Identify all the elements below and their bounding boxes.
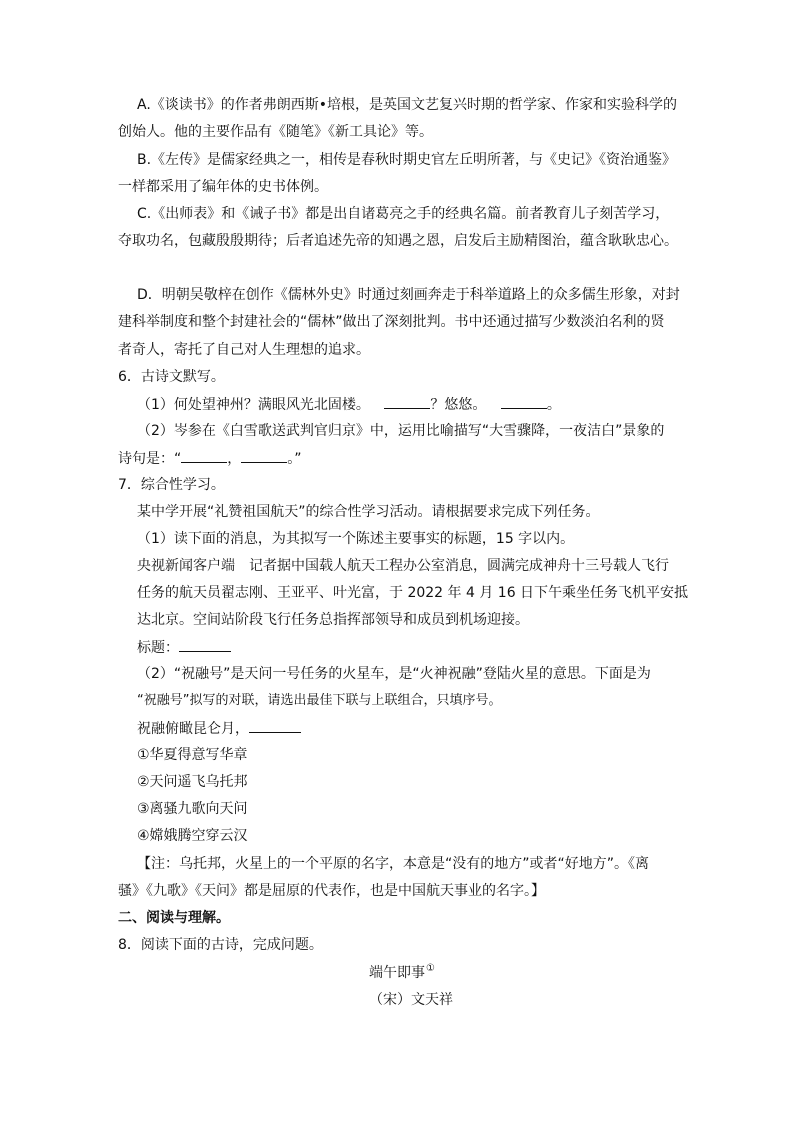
note-line2: 骚》《九歌》《天问》都是屈原的代表作，也是中国航天事业的名字。】 bbox=[118, 883, 545, 899]
q6-sub2-start: 诗句是：“ bbox=[118, 451, 182, 467]
option-d-line2: 建科举制度和整个封建社会的“儒林”做出了深刻批判。书中还通过描写少数淡泊名利的贤 bbox=[118, 314, 665, 330]
question-7-sub2-line1: （2）“祝融号”是天问一号任务的火星车，是“火神祝融”登陆火星的意思。下面是为 bbox=[137, 666, 651, 682]
option-c-line1: C.《出师表》和《诫子书》都是出自诸葛亮之手的经典名篇。前者教育儿子刻苦学习， bbox=[137, 206, 670, 222]
news-line3: 达北京。空间站阶段飞行任务总指挥部领导和成员到机场迎接。 bbox=[137, 612, 529, 628]
option-a-line1: A.《谈读书》的作者弗朗西斯•培根，是英国文艺复兴时期的哲学家、作家和实验科学的 bbox=[137, 97, 678, 113]
option-d-line3: 者奇人，寄托了自己对人生理想的追求。 bbox=[118, 342, 370, 358]
couplet-line bbox=[137, 718, 301, 739]
answer-blank[interactable] bbox=[181, 448, 227, 463]
answer-blank[interactable] bbox=[384, 394, 430, 409]
option-a-line2: 创始人。他的主要作品有《随笔》《新工具论》等。 bbox=[118, 124, 433, 140]
poem-title-text: 端午即事 bbox=[369, 965, 425, 981]
question-7-intro: 某中学开展“礼赞祖国航天”的综合性学习活动。请根据要求完成下列任务。 bbox=[137, 504, 600, 520]
couplet-upper: 祝融俯瞰昆仑月， bbox=[137, 721, 249, 737]
option-b-line2: 一样都采用了编年体的史书体例。 bbox=[118, 179, 328, 195]
news-line2: 任务的航天员翟志刚、王亚平、叶光富，于 2022 年 4 月 16 日下午乘坐任务飞机平安抵 bbox=[137, 585, 689, 601]
title-answer-line bbox=[137, 637, 231, 658]
question-8-title: 8．阅读下面的古诗，完成问题。 bbox=[118, 937, 323, 953]
poem-author: （宋）文天祥 bbox=[369, 992, 453, 1008]
option-b-line1: B.《左传》是儒家经典之一，相传是春秋时期史官左丘明所著，与《史记》《资治通鉴》 bbox=[137, 152, 677, 168]
option-c-line2: 夺取功名，包藏殷殷期待；后者追述先帝的知遇之恩，启发后主励精图治，蕴含耿耿忠心。 bbox=[118, 233, 678, 249]
answer-blank[interactable] bbox=[501, 394, 547, 409]
poem-footnote-marker: ① bbox=[426, 963, 435, 974]
question-6-sub2-line2 bbox=[118, 448, 302, 469]
question-7-title: 7．综合性学习。 bbox=[118, 477, 225, 493]
q6-sub1-end: 。 bbox=[546, 397, 561, 413]
option-2: ②天问遥飞乌托邦 bbox=[137, 774, 248, 790]
q6-sub1-mid: ？悠悠。 bbox=[430, 397, 487, 413]
option-4: ④嫦娥腾空穿云汉 bbox=[137, 828, 248, 844]
answer-blank[interactable] bbox=[241, 448, 287, 463]
question-6-sub1 bbox=[137, 394, 561, 415]
question-7-sub2-line2: “祝融号”拟写的对联，请选出最佳下联与上联组合，只填序号。 bbox=[137, 693, 502, 708]
q6-sub1-text: （1）何处望神州？满眼风光北固楼。 bbox=[137, 397, 370, 413]
q6-sub2-comma: ， bbox=[227, 451, 242, 467]
question-6-sub2: （2）岑参在《白雪歌送武判官归京》中，运用比喻描写“大雪骤降，一夜洁白”景象的 bbox=[137, 423, 665, 439]
option-1: ①华夏得意写华章 bbox=[137, 747, 248, 763]
option-3: ③离骚九歌向天问 bbox=[137, 801, 248, 817]
question-6-title: 6．古诗文默写。 bbox=[118, 369, 225, 385]
q6-sub2-end: 。” bbox=[287, 451, 302, 467]
answer-blank[interactable] bbox=[249, 718, 301, 733]
note-line1: 【注：乌托邦，火星上的一个平原的名字，本意是“没有的地方”或者“好地方”。《离 bbox=[137, 856, 650, 872]
poem-title bbox=[369, 963, 435, 985]
title-label: 标题： bbox=[137, 640, 179, 656]
news-line1: 央视新闻客户端 记者据中国载人航天工程办公室消息，圆满完成神舟十三号载人飞行 bbox=[137, 558, 669, 574]
option-d-line1: D．明朝吴敬梓在创作《儒林外史》时通过刻画奔走于科举道路上的众多儒生形象，对封 bbox=[137, 287, 680, 303]
section-2-heading: 二、阅读与理解。 bbox=[118, 910, 230, 926]
question-7-sub1: （1）读下面的消息，为其拟写一个陈述主要事实的标题，15 字以内。 bbox=[137, 531, 575, 547]
answer-blank[interactable] bbox=[179, 637, 231, 652]
